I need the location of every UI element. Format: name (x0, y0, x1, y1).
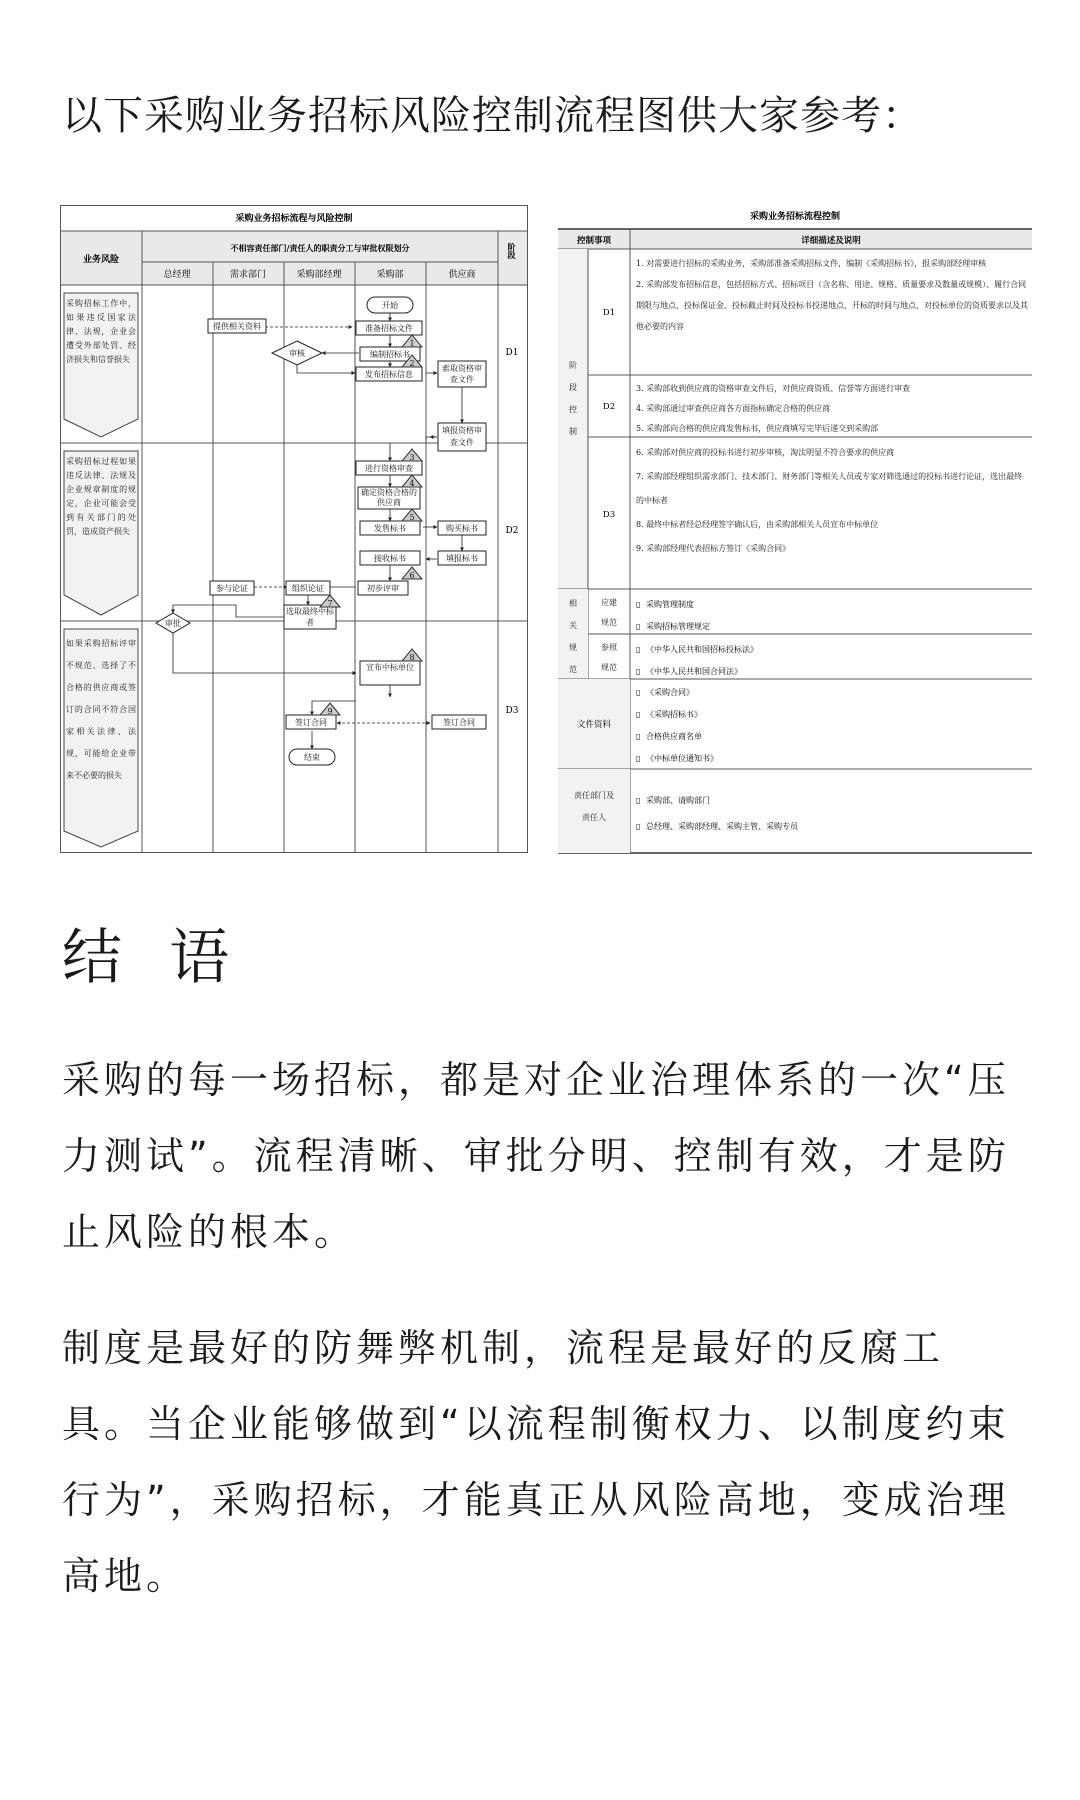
node-prepare: 准备招标文件 (365, 324, 413, 333)
doc-icon: ▯ (636, 754, 641, 763)
dept-supplier: 供应商 (448, 270, 476, 280)
doc-icon: ▯ (636, 732, 641, 741)
node-confirm: 确定资格合格的供应商 (361, 488, 417, 507)
related-label: 相关规范 (569, 599, 577, 674)
step-6: 6 (409, 571, 415, 580)
d3-item-2: 7. 采购部经理组织需求部门、技术部门、财务部门等相关人员或专家对筛选通过的投标书进行论证，选出最终的中标者 (636, 472, 1023, 505)
d1-item-1: 1. 对需要进行招标的采购业务，采购部准备采购招标文件，编制《采购招标书》，报采购部经理审核 (636, 259, 987, 268)
node-buy: 购买标书 (446, 524, 478, 533)
col-control: 控制事项 (576, 236, 612, 246)
node-receive: 接收标书 (374, 554, 406, 563)
col-detail: 详细描述及说明 (801, 236, 861, 246)
dept-header: 不相容责任部门/责任人的职责分工与审批权限划分 (230, 243, 410, 253)
conclusion-paragraph-2: 制度是最好的防舞弊机制，流程是最好的反腐工具。当企业能够做到“以流程制衡权力、以制度约束行为”，采购招标，才能真正从风险高地，变成治理高地。 (62, 1326, 1010, 1598)
d1-item-2: 2. 采购部发布招标信息，包括招标方式、招标项目（含名称、用途、规格、质量要求及数量或规模）、履行合同期限与地点、投标保证金、投标截止时间及投标书投递地点、开标的时间与地点、对投标单位的资质要求以及其他必要的内容 (636, 280, 1028, 331)
dept-purchase: 采购部 (376, 270, 404, 280)
related-1-item-2: 采购招标管理规定 (646, 622, 710, 631)
node-organize: 组织论证 (292, 584, 324, 593)
doc-3: 合格供应商名单 (646, 732, 702, 741)
dept-purchase-manager: 采购部经理 (296, 270, 342, 280)
node-qual-review: 进行资格审查 (365, 464, 413, 473)
d3-item-3: 8. 最终中标者经总经理签字确认后，由采购部相关人员宣布中标单位 (636, 520, 879, 529)
doc-icon: ▯ (636, 622, 641, 631)
stage-d1: D1 (505, 348, 519, 358)
node-sign: 签订合同 (295, 718, 327, 727)
docs-label: 文件资料 (576, 720, 612, 730)
risk-header: 业务风险 (82, 255, 120, 265)
flowchart-title: 采购业务招标流程与风险控制 (235, 214, 353, 224)
stage-d2: D2 (505, 526, 519, 536)
resp-label: 责任部门及责任人 (574, 791, 614, 822)
doc-icon: ▯ (636, 710, 641, 719)
step-3: 3 (409, 453, 415, 462)
d2-item-1: 3. 采购部收到供应商的资格审查文件后，对供应商资质、信誉等方面进行审查 (636, 384, 911, 393)
conclusion-paragraph-1: 采购的每一场招标，都是对企业治理体系的一次“压力测试”。流程清晰、审批分明、控制有效，才是防止风险的根本。 (62, 1058, 1010, 1254)
step-9: 9 (327, 707, 333, 716)
related-1-item-1: 采购管理制度 (646, 600, 694, 609)
doc-2: 《采购招标书》 (646, 710, 702, 719)
related-2-item-2: 《中华人民共和国合同法》 (646, 667, 742, 676)
dept-demand: 需求部门 (229, 270, 267, 280)
doc-icon: ▯ (636, 822, 641, 831)
related-type-1: 应建规范 (601, 598, 617, 627)
node-announce: 宣布中标单位 (366, 663, 414, 672)
step-5: 5 (409, 513, 415, 522)
control-table-figure (558, 205, 1032, 855)
doc-1: 《采购合同》 (646, 688, 694, 697)
node-initial: 初步评审 (367, 584, 399, 593)
step-7: 7 (327, 599, 333, 608)
node-supplier-sign: 签订合同 (443, 718, 475, 727)
doc-icon: ▯ (636, 600, 641, 609)
node-fill-bid: 填报标书 (446, 554, 478, 563)
step-8: 8 (409, 653, 415, 662)
node-provide: 提供相关资料 (213, 322, 261, 331)
node-review: 审核 (289, 349, 305, 358)
conclusion-heading: 结 语 (62, 923, 244, 993)
resp-1: 采购部、请购部门 (646, 796, 710, 805)
d3-item-4: 9. 采购部经理代表招标方签订《采购合同》 (636, 544, 791, 553)
node-select: 选取最终中标者 (286, 607, 334, 627)
node-start: 开始 (382, 301, 398, 310)
node-compile: 编制招标书 (370, 350, 410, 359)
doc-icon: ▯ (636, 667, 641, 676)
related-type-2: 参照规范 (601, 643, 617, 672)
resp-2: 总经理、采购部经理、采购主管、采购专员 (646, 822, 798, 831)
step-4: 4 (409, 479, 415, 488)
dept-gm: 总经理 (163, 270, 191, 280)
risk-text-2: 采购招标过程如果违反法律、法规及企业规章制度的规定，企业可能会受到有关部门的处罚，造成资产损失 (66, 457, 136, 536)
node-issue: 发售标书 (374, 524, 406, 533)
intro-text: 以下采购业务招标风险控制流程图供大家参考： (62, 93, 923, 139)
d3-item-1: 6. 采购部对供应商的投标书进行初步审核，淘汰明显不符合要求的供应商 (636, 448, 895, 457)
doc-icon: ▯ (636, 645, 641, 654)
stage-id-d1: D1 (602, 308, 616, 318)
stage-label: 阶段控制 (569, 361, 577, 436)
stage-d3: D3 (505, 706, 519, 716)
node-participate: 参与论证 (216, 584, 248, 593)
node-publish: 发布招标信息 (365, 370, 413, 379)
d2-item-2: 4. 采购部通过审查供应商各方面指标确定合格的供应商 (636, 404, 831, 413)
table-title: 采购业务招标流程控制 (749, 212, 841, 222)
d2-item-3: 5. 采购部向合格的供应商发售标书，供应商填写完毕后递交到采购部 (636, 424, 879, 433)
stage-id-d3: D3 (602, 510, 616, 520)
risk-text-1: 采购招标工作中，如果违反国家法律、法规，企业会遭受外部处罚、经济损失和信誉损失 (66, 299, 136, 364)
related-2-item-1: 《中华人民共和国招标投标法》 (646, 645, 758, 654)
risk-text-3: 如果采购招标评审不规范、选择了不合格的供应商或签订的合同不符合国家相关法律、法规，可能给企业带来不必要的损失 (66, 639, 136, 780)
node-end: 结束 (304, 753, 320, 762)
stage-header: 阶段 (507, 243, 517, 259)
flowchart-figure (60, 205, 528, 853)
doc-4: 《中标单位通知书》 (646, 754, 718, 763)
node-fill-qual: 填报资格审查文件 (442, 426, 482, 447)
node-get-qual: 索取资格审查文件 (442, 364, 482, 384)
step-2: 2 (409, 359, 415, 368)
node-approve: 审批 (165, 619, 181, 628)
doc-icon: ▯ (636, 796, 641, 805)
doc-icon: ▯ (636, 688, 641, 697)
step-1: 1 (409, 339, 415, 348)
stage-id-d2: D2 (602, 402, 616, 412)
